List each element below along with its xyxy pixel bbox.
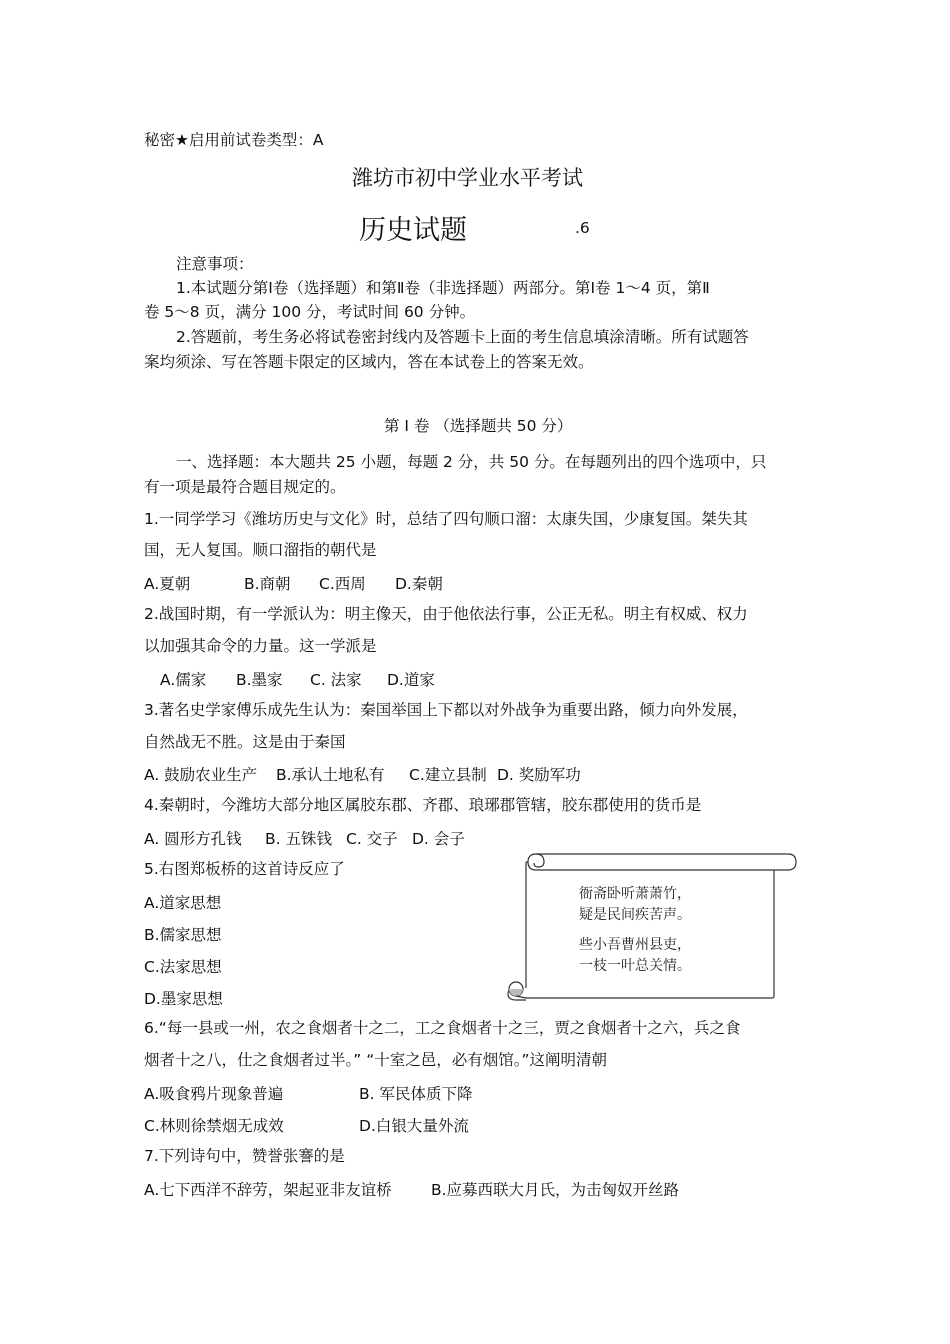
notes-heading: 注意事项： — [176, 255, 254, 273]
poem-line-4: 一枝一叶总关情。 — [579, 958, 691, 974]
q4-option-d: D. 会子 — [412, 830, 465, 848]
q3-stem-line1: 3.著名史学家傅乐成先生认为：秦国举国上下都以对外战争为重要出路，倾力向外发展， — [144, 701, 748, 719]
notes-item2-line2: 案均须涂、写在答题卡限定的区域内，答在本试卷上的答案无效。 — [144, 353, 594, 371]
q4-option-b: B. 五铢钱 — [265, 830, 332, 848]
q1-stem-line1: 1.一同学学习《潍坊历史与文化》时，总结了四句顺口溜：太康失国，少康复国。桀失其 — [144, 510, 748, 528]
q6-stem-line1: 6.“每一县或一州，农之食烟者十之二，工之食烟者十之三，贾之食烟者十之六，兵之食 — [144, 1019, 741, 1037]
q2-option-a: A.儒家 — [160, 671, 207, 689]
q2-stem-line2: 以加强其命令的力量。这一学派是 — [144, 637, 377, 655]
q7-stem-line1: 7.下列诗句中，赞誉张謇的是 — [144, 1147, 345, 1165]
q3-option-d: D. 奖励军功 — [497, 766, 581, 784]
q1-stem-line2: 国，无人复国。顺口溜指的朝代是 — [144, 541, 377, 559]
q7-option-a: A.七下西洋不辞劳，架起亚非友谊桥 — [144, 1181, 392, 1199]
poem-line-3: 些小吾曹州县吏， — [579, 937, 691, 953]
scroll-figure — [504, 848, 800, 1004]
q2-option-b: B.墨家 — [236, 671, 283, 689]
exam-title: 潍坊市初中学业水平考试 — [352, 166, 583, 190]
notes-item2-line1: 2.答题前，考生务必将试卷密封线内及答题卡上面的考生信息填涂清晰。所有试题答 — [176, 328, 749, 346]
q2-option-c: C. 法家 — [310, 671, 362, 689]
q1-option-b: B.商朝 — [244, 575, 291, 593]
subject-title: 历史试题 — [359, 215, 467, 246]
q6-option-b: B. 军民体质下降 — [359, 1085, 473, 1103]
q2-option-d: D.道家 — [387, 671, 435, 689]
q6-option-a: A.吸食鸦片现象普遍 — [144, 1085, 284, 1103]
q7-option-b: B.应募西联大月氏，为击匈奴开丝路 — [431, 1181, 680, 1199]
q2-stem-line1: 2.战国时期，有一学派认为：明主像天，由于他依法行事，公正无私。明主有权威、权力 — [144, 605, 748, 623]
q3-stem-line2: 自然战无不胜。这是由于秦国 — [144, 733, 346, 751]
q5-option-c: C.法家思想 — [144, 958, 222, 976]
q6-option-c: C.林则徐禁烟无成效 — [144, 1117, 284, 1135]
poem-line-2: 疑是民间疾苦声。 — [579, 907, 691, 923]
secret-type-label: 秘密★启用前试卷类型：A — [144, 131, 324, 149]
notes-item1-line1: 1.本试题分第Ⅰ卷（选择题）和第Ⅱ卷（非选择题）两部分。第Ⅰ卷 1～4 页，第Ⅱ — [176, 279, 710, 297]
q5-option-d: D.墨家思想 — [144, 990, 223, 1008]
q1-option-d: D.秦朝 — [395, 575, 443, 593]
q4-stem-line1: 4.秦朝时，今潍坊大部分地区属胶东郡、齐郡、琅琊郡管辖，胶东郡使用的货币是 — [144, 796, 702, 814]
date-suffix: .6 — [575, 219, 590, 237]
section1-title: 第 Ⅰ 卷 （选择题共 50 分） — [384, 417, 573, 435]
q4-option-a: A. 圆形方孔钱 — [144, 830, 242, 848]
q5-option-b: B.儒家思想 — [144, 926, 222, 944]
q3-option-a: A. 鼓励农业生产 — [144, 766, 258, 784]
q1-option-c: C.西周 — [319, 575, 366, 593]
q5-option-a: A.道家思想 — [144, 894, 222, 912]
q6-option-d: D.白银大量外流 — [359, 1117, 469, 1135]
section1-instr-line1: 一、选择题：本大题共 25 小题，每题 2 分，共 50 分。在每题列出的四个选项中，只 — [176, 453, 767, 471]
q3-option-b: B.承认土地私有 — [276, 766, 385, 784]
poem-line-1: 衙斋卧听萧萧竹， — [579, 886, 691, 902]
section1-instr-line2: 有一项是最符合题目规定的。 — [144, 478, 346, 496]
notes-item1-line2: 卷 5～8 页，满分 100 分，考试时间 60 分钟。 — [144, 303, 476, 321]
q5-stem-line1: 5.右图郑板桥的这首诗反应了 — [144, 860, 345, 878]
q6-stem-line2: 烟者十之八，仕之食烟者过半。” “十室之邑，必有烟馆。”这阐明清朝 — [144, 1051, 608, 1069]
q4-option-c: C. 交子 — [346, 830, 398, 848]
q1-option-a: A.夏朝 — [144, 575, 191, 593]
q3-option-c: C.建立县制 — [409, 766, 487, 784]
